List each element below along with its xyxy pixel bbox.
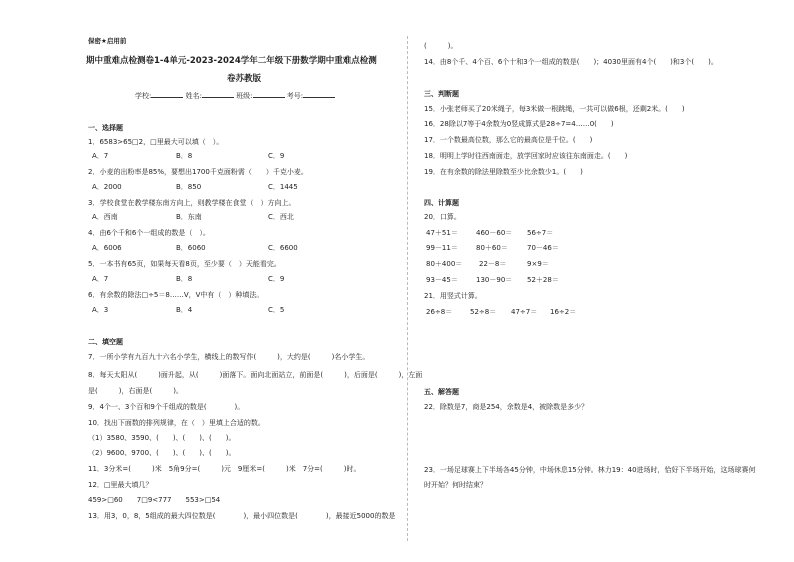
choice-question: 2．小麦的出粉率是85%，要想出1700千克面粉需（ ）千克小麦。: [88, 168, 308, 176]
judge-question: 17．一个数最高位数，那么它的最高位是千位。( ): [424, 136, 593, 144]
choice-option: B．8: [176, 152, 193, 160]
solve-question: 23．一场足球赛上下半场各45分钟，中场休息15分钟。林力19：40进场时，恰好下半场开始，这场球赛何: [424, 466, 756, 474]
exam-number-field[interactable]: [303, 91, 335, 98]
choice-option: B．850: [176, 183, 202, 191]
section-choice: 一、选择题: [88, 124, 123, 132]
vertical-calc-item: 26÷8＝: [426, 308, 453, 316]
vertical-calc-item: 52÷8＝: [470, 308, 497, 316]
calc-item: 52＋28＝: [527, 276, 559, 284]
judge-question: 18．明明上学时往西南面走，放学回家时应该往东南面走。( ): [424, 152, 628, 160]
name-label: 姓名:: [185, 92, 202, 100]
choice-option: C．1445: [268, 183, 298, 191]
choice-option: C．西北: [268, 213, 294, 221]
exam-number-label: 考号:: [286, 92, 304, 100]
choice-option: B．6060: [176, 244, 206, 252]
judge-question: 15．小张老师买了20米绳子，每3米做一根跳绳，一共可以做6根，还剩2米。( ): [424, 105, 685, 113]
choice-option: B．4: [176, 306, 193, 314]
fill-question-cont: 是( )，右面是( )。: [88, 387, 183, 395]
column-divider: [407, 36, 408, 541]
choice-option: A．7: [92, 152, 109, 160]
solve-question: 22．除数是7，商是254，余数是4，被除数是多少？: [424, 403, 589, 411]
calc-item: 56÷7＝: [527, 229, 554, 237]
school-label: 学校:: [135, 92, 152, 100]
fill-subquestion: 459>□60 7□9<777 553>□54: [88, 496, 221, 504]
choice-question: 4．由6个千和6个一组成的数是（ ）。: [88, 229, 210, 237]
calc-item: 22－8＝: [479, 260, 507, 268]
calc-item: 93－45＝: [426, 276, 458, 284]
section-solve: 五、解答题: [424, 388, 459, 396]
choice-question: 5．一本书有65页，如果每天看8页，至少要（ ）天能看完。: [88, 260, 281, 268]
calc-item: 80＋60＝: [476, 244, 508, 252]
school-field[interactable]: [151, 91, 183, 98]
section-fill: 二、填空题: [88, 338, 123, 346]
choice-option: C．9: [268, 275, 285, 283]
choice-question: 6．有余数的除法□÷5＝8……V，V中有（ ）种填法。: [88, 291, 264, 299]
judge-question: 19．在有余数的除法里除数至少比余数少1。( ): [424, 168, 583, 176]
fill-question: 13．用3，0，8，5组成的最大四位数是( )，最小四位数是( )，最接近5000的数是: [88, 512, 396, 520]
fill-question: 11．3分米=( )米 5角9分=( )元 9厘米=( )米 7分=( )时。: [88, 465, 361, 473]
vertical-calc-item: 47÷7＝: [511, 308, 538, 316]
calc-item: 9×9＝: [527, 260, 549, 268]
calc-title: 20．口算。: [424, 213, 461, 221]
calc-item: 80＋400＝: [426, 260, 463, 268]
page-title: 期中重难点检测卷1-4单元-2023-2024学年二年级下册数学期中重难点检测: [86, 56, 377, 66]
choice-option: C．5: [268, 306, 285, 314]
class-field[interactable]: [253, 91, 285, 98]
choice-option: B．8: [176, 275, 193, 283]
fill-subquestion: （1）3580、3590、( )、( )、( )。: [88, 434, 236, 442]
fill-question: 10．找出下面数的排列规律，在（ ）里填上合适的数。: [88, 419, 265, 427]
choice-option: A．6006: [92, 244, 122, 252]
fill-subquestion: （2）9600、9700、( )、( )、( )。: [88, 449, 236, 457]
choice-option: C．6600: [268, 244, 298, 252]
calc-item: 70－46＝: [527, 244, 559, 252]
name-field[interactable]: [202, 91, 234, 98]
calc-item: 99－11＝: [426, 244, 458, 252]
section-calc: 四、计算题: [424, 199, 459, 207]
calc-item: 130－90＝: [476, 276, 513, 284]
choice-question: 1．6583>65□2，□里最大可以填（ ）。: [88, 138, 224, 146]
calc-item: 460－60＝: [476, 229, 513, 237]
choice-option: B．东南: [176, 213, 202, 221]
fill-question: 12．□里最大填几？: [88, 481, 153, 489]
choice-option: A．7: [92, 275, 109, 283]
page-title-line2: 卷苏教版: [227, 74, 262, 84]
choice-option: C．9: [268, 152, 285, 160]
fill-question: 9．4个一、3个百和9个千组成的数是( )。: [88, 403, 245, 411]
fill-question-cont: ( )。: [424, 42, 458, 50]
solve-question-cont: 时开始？何时结束？: [424, 481, 487, 489]
choice-option: A．西南: [92, 213, 118, 221]
choice-option: A．3: [92, 306, 109, 314]
judge-question: 16．28除以7等于4余数为0竖成算式是28÷7=4……0( ): [424, 120, 614, 128]
choice-question: 3．学校食堂在教学楼东南方向上，则教学楼在食堂（ ）方向上。: [88, 199, 296, 207]
vertical-calc-title: 21．用竖式计算。: [424, 292, 482, 300]
secret-label: 保密★启用前: [88, 37, 127, 45]
class-label: 班级:: [236, 92, 253, 100]
calc-item: 47＋51＝: [426, 229, 458, 237]
fill-question: 8．每天太阳从( )面升起，从( )面落下。面向北面站立，前面是( )，后面是( )，左面: [88, 371, 423, 379]
fill-question: 14．由8个千、4个百、6个十和3个一组成的数是( )；4030里面有4个( )和3个( )。: [424, 58, 718, 66]
section-judge: 三、判断题: [424, 90, 459, 98]
choice-option: A．2000: [92, 183, 122, 191]
student-info: [135, 91, 335, 100]
vertical-calc-item: 16÷2＝: [550, 308, 577, 316]
fill-question: 7．一所小学有九百九十六名小学生，横线上的数写作( )，大约是( )名小学生。: [88, 353, 370, 361]
